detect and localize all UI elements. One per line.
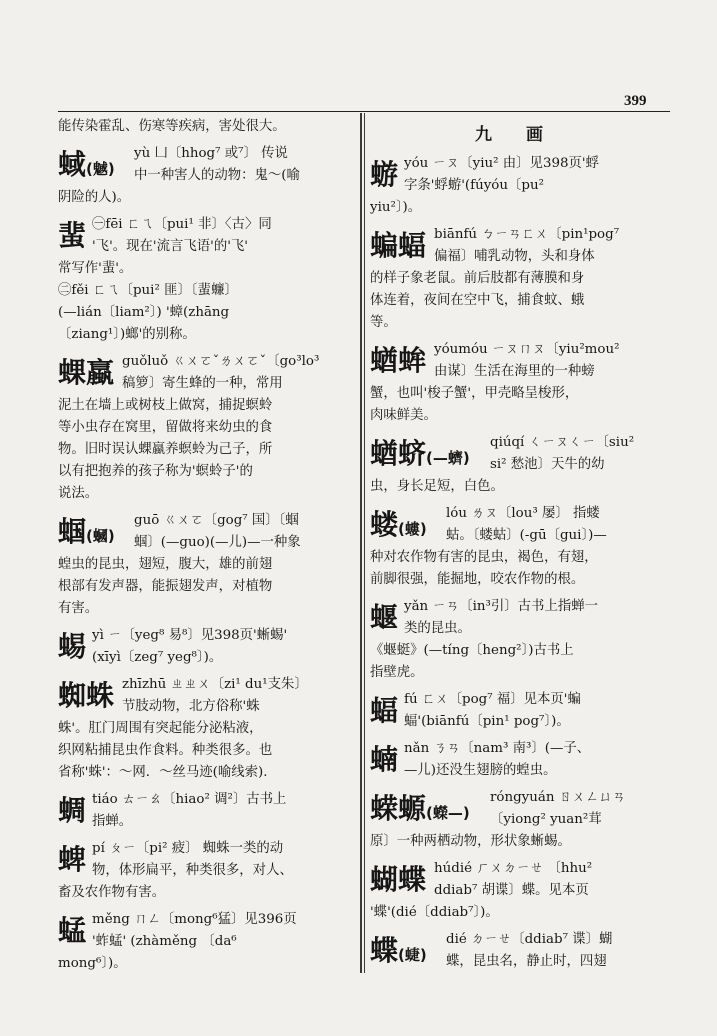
entry-line: 〔yiong² yuan²茸	[490, 812, 602, 827]
entry-line: 种对农作物有害的昆虫，褐色，有翅，	[370, 550, 598, 565]
entry-line: 物。旧时误认蜾蠃养螟蛉为己子，所	[58, 442, 273, 457]
entry-line: nǎn ㄋㄢ〔nam³ 南³〕(—子、	[404, 741, 591, 756]
left-column	[58, 116, 356, 975]
entry-line: 肉味鲜美。	[370, 408, 437, 423]
headword-character: 蝤蛑	[370, 344, 427, 377]
entry-line: yiu²〕)。	[370, 200, 422, 215]
headword-character: 蝠	[370, 694, 399, 727]
dictionary-entry-lou	[370, 503, 662, 591]
headword-character: 蝻	[370, 743, 399, 776]
entry-line: 畜及农作物有害。	[58, 885, 166, 900]
entry-line: 阴险的人)。	[58, 190, 131, 205]
headword-character: 蜩	[58, 794, 87, 827]
dictionary-entry-fu	[370, 689, 662, 733]
entry-line: si² 愁池〕天牛的幼	[490, 457, 605, 472]
entry-line: 有害。	[58, 601, 99, 616]
entry-line: mong⁶〕)。	[58, 956, 127, 971]
dictionary-entry-yu	[58, 143, 356, 209]
headword-variant: (蠑—)	[426, 804, 470, 822]
entry-line: 物，体形扁平，种类很多，对人、	[92, 863, 293, 878]
entry-line: yóumóu ㄧㄡㄇㄡ〔yiu²mou²	[434, 342, 620, 357]
headword-character: 蜚	[58, 219, 87, 252]
headword-character: 蝴蝶	[370, 863, 427, 896]
entry-headword	[58, 512, 115, 556]
entry-line: měng ㄇㄥ〔mong⁶猛〕见396页	[92, 912, 297, 927]
headword-character: 蝈	[58, 515, 87, 548]
page-number: 399	[624, 93, 647, 109]
entry-line: 能传染霍乱、伤寒等疾病，害处很大。	[58, 119, 286, 134]
dictionary-entry-youmou	[370, 339, 662, 427]
entry-line: 蝶，昆虫名，静止时，四翅	[446, 954, 607, 969]
entry-line: yù 凵〔hhog⁷ 或⁷〕 传说	[134, 146, 288, 161]
entry-line: (—lián〔liam²〕) '蟑(zhāng	[58, 305, 230, 320]
entry-line: fú ㄈㄨ〔pog⁷ 福〕见本页'蝙	[404, 692, 581, 707]
headword-character: 蜴	[58, 630, 87, 663]
entry-line: 常写作'蜚'。	[58, 261, 133, 276]
headword-variant: (螻)	[398, 520, 427, 538]
headword-character: 蝙蝠	[370, 229, 427, 262]
entry-line: 蛄。〔蝼蛄〕(-gū〔gui〕)—	[446, 528, 607, 543]
entry-headword	[370, 226, 426, 266]
entry-headword	[370, 505, 427, 549]
entry-line: húdié ㄏㄨㄉㄧㄝ 〔hhu²	[434, 861, 593, 876]
dictionary-entry-hudie	[370, 858, 662, 924]
entry-line: qiúqí ㄑㄧㄡㄑㄧ〔siu²	[490, 435, 635, 450]
headword-variant: (—蠐)	[426, 449, 470, 467]
headword-character: 蝤蛴	[370, 437, 427, 470]
headword-character: 蝶	[370, 934, 399, 967]
section-title: 九 画	[475, 125, 557, 145]
entry-line: 的样子象老鼠。前后肢都有薄膜和身	[370, 271, 585, 286]
entry-headword	[58, 145, 115, 189]
entry-headword	[370, 740, 398, 780]
entry-headword	[370, 155, 398, 195]
entry-line: 泥土在墙上或树枝上做窝，捕捉螟蛉	[58, 398, 273, 413]
entry-headword	[58, 676, 114, 716]
dictionary-entry-tiao	[58, 789, 356, 833]
entry-headword	[58, 353, 114, 393]
entry-line: 蛛'。肛门周围有突起能分泌粘液，	[58, 721, 263, 736]
entry-line: 虫，身长足短，白色。	[370, 479, 504, 494]
entry-line: lóu ㄌㄡ〔lou³ 屡〕 指蝼	[446, 506, 600, 521]
dictionary-entry-qiuqi	[370, 432, 662, 498]
dictionary-entry-yi	[58, 625, 356, 669]
entry-line: ddiab⁷ 胡谍〕蝶。见本页	[434, 883, 589, 898]
entry-headword	[370, 598, 398, 638]
entry-line: yóu ㄧㄡ〔yiu² 由〕见398页'蜉	[404, 156, 599, 171]
entry-line: (xīyì〔zeg⁷ yeg⁸〕)。	[92, 650, 223, 665]
right-column	[370, 116, 662, 973]
dictionary-entry-meng	[58, 909, 356, 975]
entry-headword	[58, 791, 86, 831]
dictionary-entry-nan	[370, 738, 662, 782]
entry-line: 说法。	[58, 486, 99, 501]
entry-line: 前脚很强，能掘地，咬农作物的根。	[370, 572, 585, 587]
headword-character: 蝼	[370, 508, 399, 541]
entry-headword	[370, 860, 426, 900]
dictionary-entry-guoluo	[58, 351, 356, 505]
dictionary-entry-you	[370, 153, 662, 219]
entry-line: róngyuán ㄖㄨㄥㄩㄢ	[490, 790, 626, 805]
entry-headword	[58, 627, 86, 667]
entry-line: —儿)还没生翅膀的蝗虫。	[404, 763, 557, 778]
entry-headword	[370, 789, 470, 833]
entry-line: biānfú ㄅㄧㄢㄈㄨ〔pin¹pog⁷	[434, 227, 620, 242]
entry-line: 体连着，夜间在空中飞，捕食蚊、蛾	[370, 293, 585, 308]
entry-headword	[370, 931, 427, 975]
entry-line: 类的昆虫。	[404, 621, 471, 636]
entry-line: 等小虫存在窝里，留做将来幼虫的食	[58, 420, 273, 435]
entry-line: dié ㄉㄧㄝ〔ddiab⁷ 谍〕蝴	[446, 932, 613, 947]
entry-line: 原〕一种两栖动物，形状象蜥蜴。	[370, 834, 571, 849]
headword-character: 蜘蛛	[58, 679, 115, 712]
dictionary-entry-rongyuan	[370, 787, 662, 853]
column-divider	[360, 113, 362, 973]
entry-headword	[58, 911, 86, 951]
headword-character: 蜢	[58, 914, 87, 947]
top-rule	[58, 111, 670, 112]
headword-variant: (蟈)	[86, 527, 115, 545]
entry-headword	[58, 216, 86, 256]
entry-line: 由谋〕生活在海里的一种螃	[434, 364, 595, 379]
entry-line: 根部有发声器，能振翅发声，对植物	[58, 579, 273, 594]
dictionary-entry-bianfu	[370, 224, 662, 334]
entry-line: 等。	[370, 315, 397, 330]
headword-character: 蝘	[370, 601, 399, 634]
entry-line: 省称'蛛'：～网．～丝马迹(喻线索).	[58, 765, 268, 780]
dictionary-entry-zhizhu	[58, 674, 356, 784]
dictionary-entry-fei	[58, 214, 356, 346]
dictionary-entry-yan	[370, 596, 662, 684]
entry-headword	[58, 840, 86, 880]
entry-line: 指蝉。	[92, 814, 133, 829]
headword-variant: (魊)	[86, 160, 115, 178]
entry-line: 织网粘捕昆虫作食料。种类很多。也	[58, 743, 273, 758]
entry-line: 〔ziang¹〕)螂'的别称。	[58, 327, 196, 342]
entry-line: guō ㄍㄨㄛ〔gog⁷ 国〕〔蝈	[134, 513, 299, 528]
entry-headword	[370, 691, 398, 731]
headword-character: 蜾蠃	[58, 356, 115, 389]
entry-line: 指壁虎。	[370, 665, 424, 680]
entry-headword	[370, 434, 470, 478]
entry-line: 蝠'(biānfú〔pin¹ pog⁷〕)。	[404, 714, 570, 729]
headword-character: 蝣	[370, 158, 399, 191]
entry-line: 以有把抱养的孩子称为'螟蛉子'的	[58, 464, 253, 479]
entry-headword	[370, 341, 426, 381]
entry-line: 节肢动物，北方俗称'蛛	[122, 699, 260, 714]
entry-line: '飞'。现在'流言飞语'的'飞'	[92, 239, 248, 254]
entry-line: '蚱蜢' (zhàměng 〔da⁶	[92, 934, 237, 949]
entry-line: 稿箩〕寄生蜂的一种，常用	[122, 376, 283, 391]
entry-line: zhīzhū ㄓㄓㄨ〔zi¹ du¹支朱〕	[122, 677, 308, 692]
entry-line: 字条'蜉蝣'(fúyóu〔pu²	[404, 178, 544, 193]
entry-line: 偏福〕哺乳动物，头和身体	[434, 249, 595, 264]
dictionary-entry-pi	[58, 838, 356, 904]
headword-character: 蜱	[58, 843, 87, 876]
headword-variant: (蜨)	[398, 946, 427, 964]
entry-line: '蝶'(dié〔ddiab⁷〕)。	[370, 905, 499, 920]
headword-character: 蜮	[58, 148, 87, 181]
entry-line: tiáo ㄊㄧㄠ〔hiao² 调²〕古书上	[92, 792, 287, 807]
entry-line: guǒluǒ ㄍㄨㄛˇㄌㄨㄛˇ〔go³lo³	[122, 354, 320, 369]
entry-line: 蝈〕(—guo)(—儿)—一种象	[134, 535, 301, 550]
dictionary-entry-cont	[58, 116, 356, 138]
dictionary-entry-die	[370, 929, 662, 973]
entry-line: 《蝘蜓》(—tíng〔heng²〕)古书上	[370, 643, 574, 658]
column-divider-thin	[364, 113, 365, 973]
entry-line: pí ㄆㄧ〔pi² 疲〕 蜘蛛一类的动	[92, 841, 284, 856]
entry-line: ㊁fěi ㄈㄟ〔pui² 匪〕〔蜚蠊〕	[58, 283, 238, 298]
entry-line: 蟹，也叫'梭子蟹'，甲壳略呈梭形，	[370, 386, 579, 401]
headword-character: 蝾螈	[370, 792, 427, 825]
entry-line: 蝗虫的昆虫，翅短，腹大，雄的前翅	[58, 557, 273, 572]
entry-line: yǎn ㄧㄢ〔in³引〕古书上指蝉一	[404, 599, 598, 614]
entry-line: ㊀fēi ㄈㄟ〔pui¹ 非〕〈古〉同	[92, 217, 272, 232]
dictionary-entry-guo	[58, 510, 356, 620]
entry-line: 中一种害人的动物：鬼～(喻	[134, 168, 300, 183]
entry-line: yì ㄧ〔yeg⁸ 易⁸〕见398页'蜥蜴'	[92, 628, 288, 643]
